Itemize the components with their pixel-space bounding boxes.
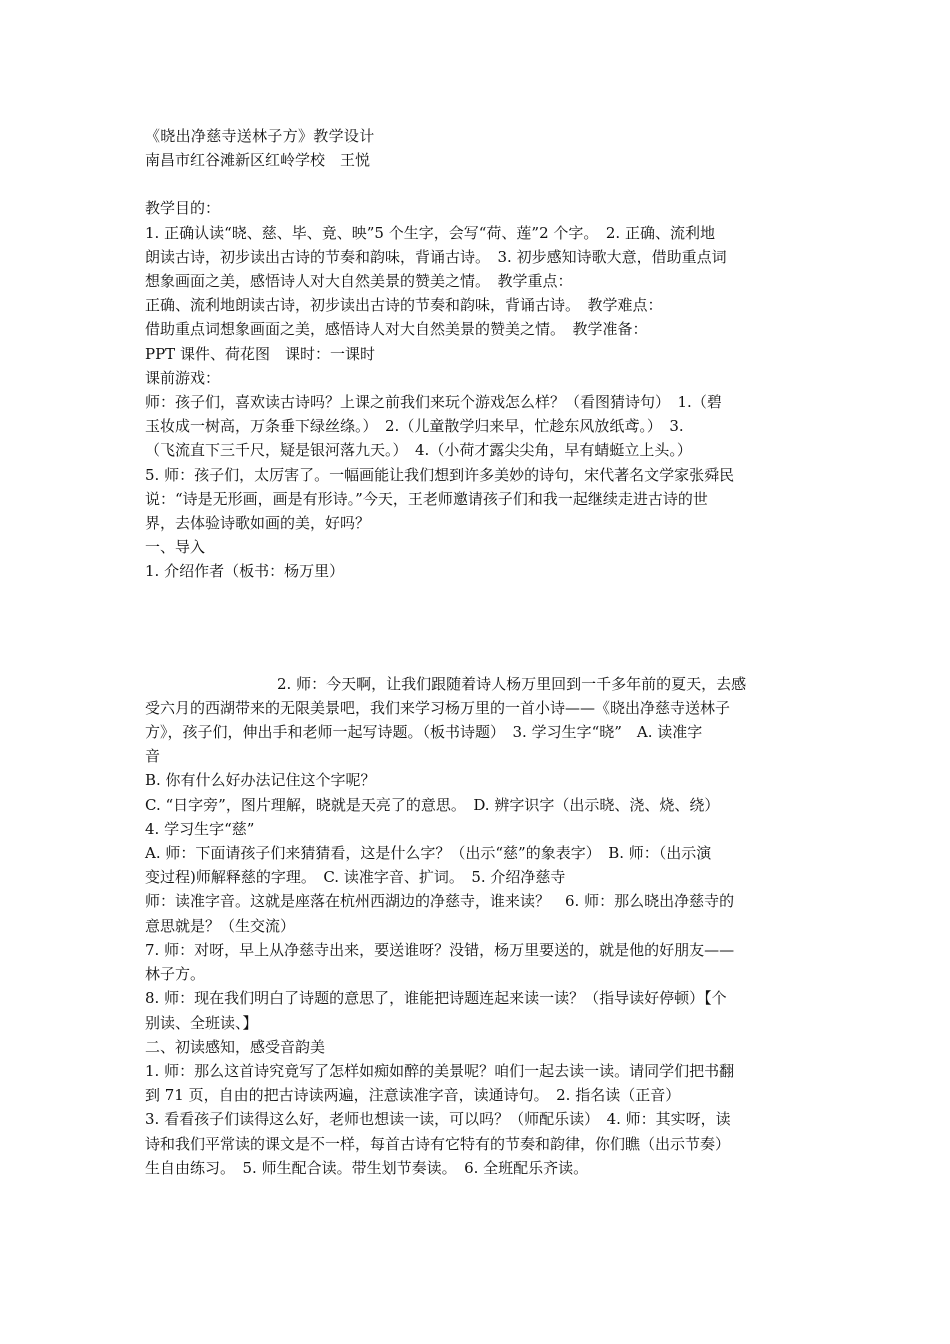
section-lesson-steps: [145, 672, 807, 1180]
text-line: 2. 师：今天啊，让我们跟随着诗人杨万里回到一千多年前的夏天，去感: [277, 674, 747, 693]
text-line: 玉妆成一树高，万条垂下绿丝绦。） 2.（儿童散学归来早，忙趁东风放纸鸢。） 3.: [145, 417, 684, 436]
blank-gap: [145, 584, 807, 672]
text-line: 借助重点词想象画面之美，感悟诗人对大自然美景的赞美之情。 教学准备：: [145, 320, 648, 339]
lesson-plan-document: [145, 124, 807, 1180]
author-line: 南昌市红谷滩新区红岭学校 王悦: [145, 151, 371, 170]
text-line: 到 71 页，自由的把古诗读两遍，注意读准字音，读通诗句。 2. 指名读（正音）: [145, 1086, 681, 1105]
text-line: 变过程)师解释慈的字理。 C. 读准字音、扩词。 5. 介绍净慈寺: [145, 868, 566, 887]
text-line: 意思就是？（生交流）: [145, 916, 296, 935]
text-line: 音: [145, 747, 161, 766]
section-heading: 二、初读感知，感受音韵美: [145, 1037, 326, 1056]
section-objectives-and-intro: [145, 196, 807, 583]
text-line: 别读、全班读、】: [145, 1013, 258, 1032]
text-line: （飞流直下三千尺，疑是银河落九天。） 4.（小荷才露尖尖角，早有蜻蜓立上头。）: [145, 441, 692, 460]
text-line: 想象画面之美，感悟诗人对大自然美景的赞美之情。 教学重点：: [145, 272, 573, 291]
text-line: 说：“诗是无形画，画是有形诗。”今天，王老师邀请孩子们和我一起继续走进古诗的世: [145, 489, 708, 508]
text-line: 1. 师：那么这首诗究竟写了怎样如痴如醉的美景呢？咱们一起去读一读。请同学们把书翻: [145, 1061, 735, 1080]
text-line: 朗读古诗，初步读出古诗的节奏和韵味，背诵古诗。 3. 初步感知诗歌大意，借助重点词: [145, 247, 727, 266]
text-line: PPT 课件、荷花图 课时：一课时: [145, 344, 375, 363]
text-line: 1. 介绍作者（板书：杨万里）: [145, 562, 345, 581]
text-line: C. “日字旁”，图片理解，晓就是天亮了的意思。 D. 辨字识字（出示晓、浇、烧、绕）: [145, 795, 720, 814]
text-line: 林子方。: [145, 965, 206, 984]
section-heading: 一、导入: [145, 538, 206, 557]
text-line: 5. 师：孩子们，太厉害了。一幅画能让我们想到许多美妙的诗句，宋代著名文学家张舜民: [145, 465, 735, 484]
text-line: 课前游戏：: [145, 368, 221, 387]
text-line: 教学目的：: [145, 199, 221, 218]
text-line: 方》，孩子们，伸出手和老师一起写诗题。（板书诗题） 3. 学习生字“晓” A. 读准字: [145, 723, 703, 742]
text-line: 8. 师：现在我们明白了诗题的意思了，谁能把诗题连起来读一读？（指导读好停顿）【个: [145, 989, 727, 1008]
text-line: 3. 看看孩子们读得这么好，老师也想读一读，可以吗？（师配乐读） 4. 师：其实呀，读: [145, 1110, 731, 1129]
text-line: 1. 正确认读“晓、慈、毕、竟、映”5 个生字，会写“荷、莲”2 个字。 2. 正确、流利地: [145, 223, 715, 242]
text-line: 7. 师：对呀，早上从净慈寺出来，要送谁呀？没错，杨万里要送的，就是他的好朋友——: [145, 940, 735, 959]
document-title: 《晓出净慈寺送林子方》教学设计: [145, 127, 375, 145]
text-line: 师：孩子们，喜欢读古诗吗？上课之前我们来玩个游戏怎么样？（看图猜诗句） 1.（碧: [145, 393, 722, 412]
spacer: [145, 172, 807, 196]
text-line: 4. 学习生字“慈”: [145, 819, 255, 838]
text-line: 受六月的西湖带来的无限美景吧，我们来学习杨万里的一首小诗——《晓出净慈寺送林子: [145, 698, 731, 717]
text-line: B. 你有什么好办法记住这个字呢？: [145, 771, 376, 790]
text-line: A. 师：下面请孩子们来猜猜看，这是什么字？（出示“慈”的象表字） B. 师：（出示演: [145, 844, 712, 863]
text-line: 诗和我们平常读的课文是不一样，每首古诗有它特有的节奏和韵律，你们瞧（出示节奏）: [145, 1134, 731, 1153]
text-line: 正确、流利地朗读古诗，初步读出古诗的节奏和韵味，背诵古诗。 教学难点：: [145, 296, 663, 315]
text-line: 界，去体验诗歌如画的美，好吗？: [145, 514, 371, 533]
text-line: 师：读准字音。这就是座落在杭州西湖边的净慈寺，谁来读？ 6. 师：那么晓出净慈寺的: [145, 892, 735, 911]
text-line: 生自由练习。 5. 师生配合读。带生划节奏读。 6. 全班配乐齐读。: [145, 1158, 589, 1177]
